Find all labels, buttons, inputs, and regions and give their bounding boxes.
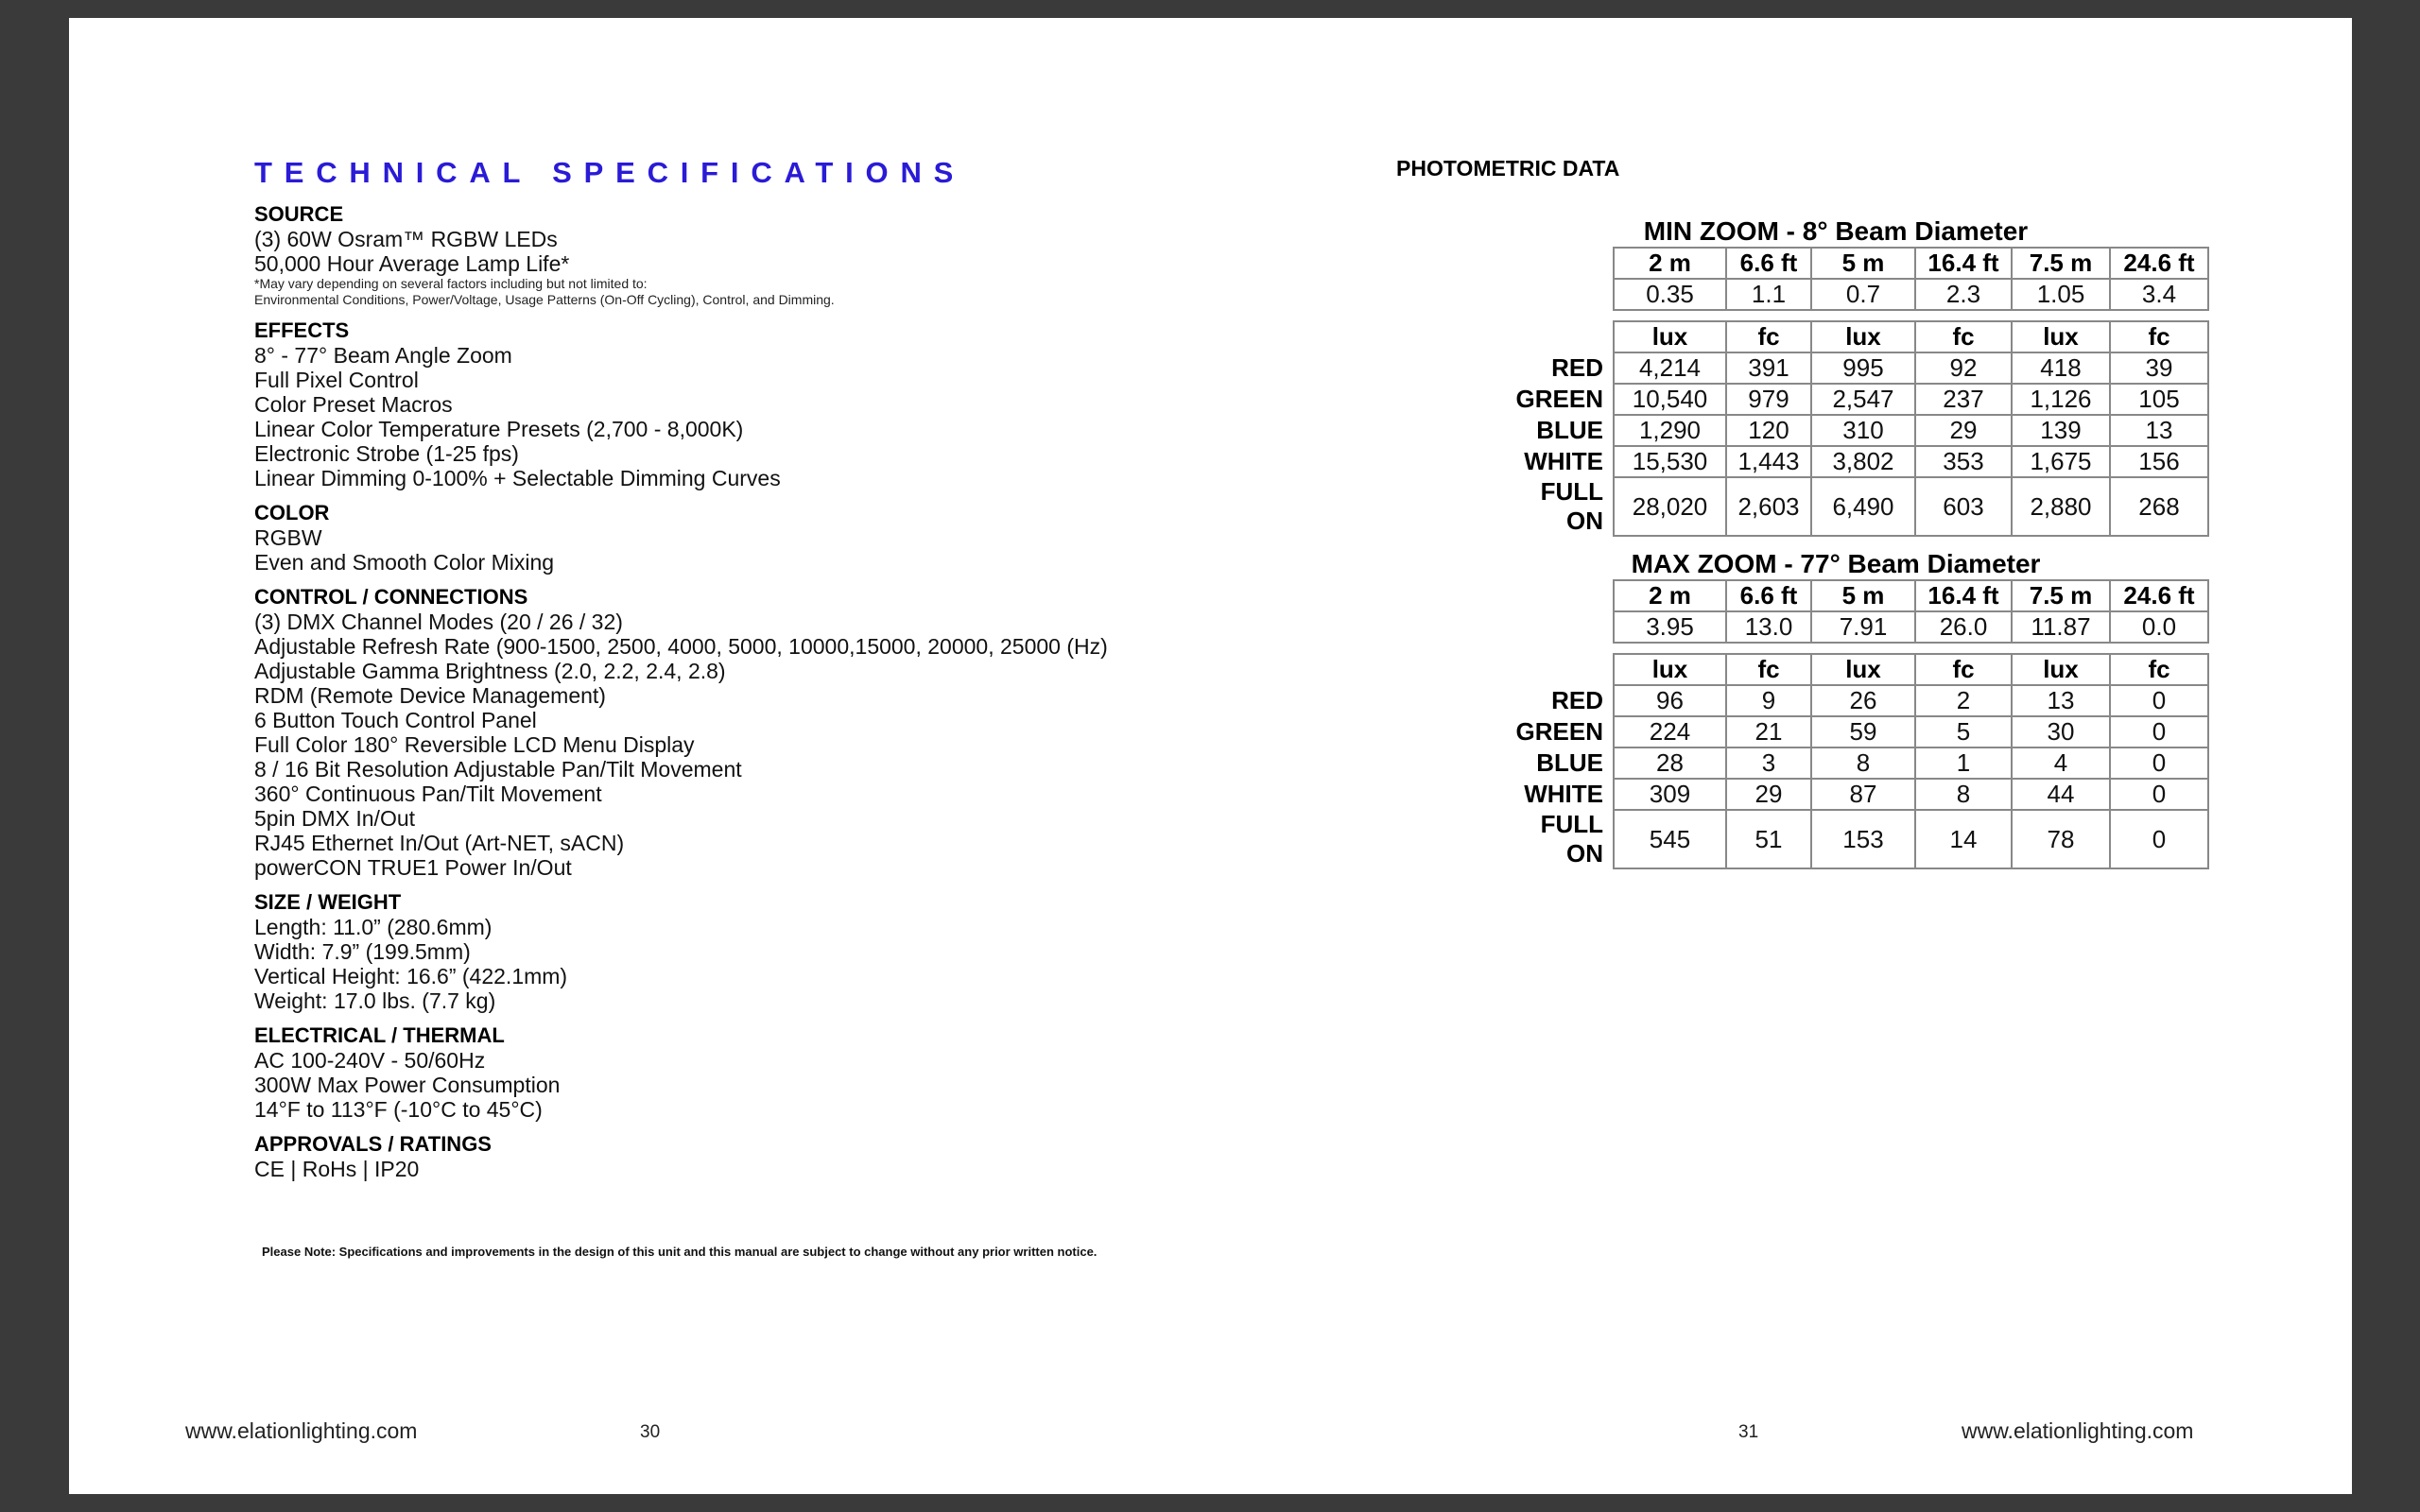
- value-cell: 5: [1915, 716, 2012, 747]
- spec-line: Color Preset Macros: [254, 392, 453, 417]
- unit-cell: lux: [2012, 654, 2110, 685]
- value-cell: 92: [1915, 352, 2012, 384]
- spec-line: (3) DMX Channel Modes (20 / 26 / 32): [254, 610, 623, 634]
- value-cell: 1,126: [2012, 384, 2110, 415]
- illuminance-table: [1501, 320, 2209, 537]
- row-label-spacer: [1501, 321, 1614, 352]
- photometric-heading: PHOTOMETRIC DATA: [1396, 156, 1620, 180]
- value-cell: 21: [1726, 716, 1811, 747]
- diameter-cell: 1.1: [1726, 279, 1811, 310]
- diameter-row: [1614, 279, 2208, 310]
- diameter-cell: 7.91: [1811, 611, 1915, 643]
- value-cell: 13: [2110, 415, 2208, 446]
- beam-diameter-table: [1613, 247, 2209, 311]
- value-cell: 59: [1811, 716, 1915, 747]
- unit-header-row: [1501, 654, 2208, 685]
- spec-section: [254, 1023, 1389, 1122]
- spec-line: Adjustable Gamma Brightness (2.0, 2.2, 2.4, 2.8): [254, 659, 726, 683]
- max-zoom-block: [1501, 549, 2210, 869]
- spec-sections: [254, 202, 1389, 1181]
- value-cell: 237: [1915, 384, 2012, 415]
- value-cell: 391: [1726, 352, 1811, 384]
- value-cell: 1: [1915, 747, 2012, 779]
- value-cell: 0: [2110, 685, 2208, 716]
- table-row: [1501, 779, 2208, 810]
- spec-line: powerCON TRUE1 Power In/Out: [254, 855, 572, 880]
- unit-cell: lux: [1614, 321, 1726, 352]
- spec-line: Even and Smooth Color Mixing: [254, 550, 555, 575]
- row-label-spacer: [1501, 654, 1614, 685]
- table-row: [1501, 415, 2208, 446]
- section-heading: CONTROL / CONNECTIONS: [254, 585, 528, 609]
- value-cell: 1,290: [1614, 415, 1726, 446]
- spec-line: Adjustable Refresh Rate (900-1500, 2500, 4000, 5000, 10000,15000, 20000, 25000 (Hz): [254, 634, 1108, 659]
- color-row-label: RED: [1551, 686, 1603, 714]
- spec-section: [254, 1132, 1389, 1181]
- spec-section: [254, 501, 1389, 575]
- value-cell: 29: [1915, 415, 2012, 446]
- spec-line: CE | RoHs | IP20: [254, 1157, 420, 1181]
- spec-line: RGBW: [254, 525, 322, 550]
- table-row: [1501, 477, 2208, 536]
- value-cell: 995: [1811, 352, 1915, 384]
- distance-cell: 2 m: [1614, 248, 1726, 279]
- value-cell: 0: [2110, 810, 2208, 868]
- value-cell: 8: [1915, 779, 2012, 810]
- color-row-label: RED: [1551, 353, 1603, 382]
- value-cell: 78: [2012, 810, 2110, 868]
- distance-header-row: [1614, 248, 2208, 279]
- section-heading: COLOR: [254, 501, 330, 524]
- distance-cell: 16.4 ft: [1915, 580, 2012, 611]
- table-row: [1501, 716, 2208, 747]
- diameter-cell: 0.7: [1811, 279, 1915, 310]
- color-row-label: BLUE: [1536, 748, 1603, 777]
- value-cell: 979: [1726, 384, 1811, 415]
- color-row-label: WHITE: [1524, 447, 1603, 475]
- spec-line: (3) 60W Osram™ RGBW LEDs: [254, 227, 558, 251]
- diameter-row: [1614, 611, 2208, 643]
- illuminance-table: [1501, 653, 2209, 869]
- unit-header-row: [1501, 321, 2208, 352]
- distance-cell: 5 m: [1811, 580, 1915, 611]
- table-row: [1501, 446, 2208, 477]
- spec-line: 8° - 77° Beam Angle Zoom: [254, 343, 512, 368]
- distance-cell: 24.6 ft: [2110, 248, 2208, 279]
- table-row: [1501, 384, 2208, 415]
- distance-cell: 6.6 ft: [1726, 248, 1811, 279]
- diameter-cell: 11.87: [2012, 611, 2110, 643]
- value-cell: 156: [2110, 446, 2208, 477]
- spec-line: 8 / 16 Bit Resolution Adjustable Pan/Tilt Movement: [254, 757, 742, 782]
- section-heading: SOURCE: [254, 202, 344, 226]
- unit-cell: lux: [1811, 321, 1915, 352]
- spec-section: [254, 202, 1389, 308]
- diameter-cell: 26.0: [1915, 611, 2012, 643]
- value-cell: 39: [2110, 352, 2208, 384]
- value-cell: 1,443: [1726, 446, 1811, 477]
- technical-specifications: [254, 155, 1389, 1192]
- document-spread: [69, 18, 2352, 1494]
- value-cell: 4: [2012, 747, 2110, 779]
- value-cell: 96: [1614, 685, 1726, 716]
- diameter-cell: 0.35: [1614, 279, 1726, 310]
- spec-line: Electronic Strobe (1-25 fps): [254, 441, 519, 466]
- zoom-table-title: MAX ZOOM - 77° Beam Diameter: [1631, 549, 2041, 578]
- distance-cell: 6.6 ft: [1726, 580, 1811, 611]
- spec-footnote: *May vary depending on several factors including but not limited to:: [254, 276, 648, 291]
- diameter-cell: 1.05: [2012, 279, 2110, 310]
- value-cell: 8: [1811, 747, 1915, 779]
- disclaimer-note: Please Note: Specifications and improvements in the design of this unit and this manual are subject to change without any prior written notice.: [262, 1245, 1098, 1259]
- table-row: [1501, 352, 2208, 384]
- value-cell: 28: [1614, 747, 1726, 779]
- color-row-label: WHITE: [1524, 780, 1603, 808]
- spec-section: [254, 585, 1389, 880]
- spec-line: AC 100-240V - 50/60Hz: [254, 1048, 486, 1073]
- distance-cell: 16.4 ft: [1915, 248, 2012, 279]
- color-row-label: BLUE: [1536, 416, 1603, 444]
- value-cell: 10,540: [1614, 384, 1726, 415]
- spec-line: 6 Button Touch Control Panel: [254, 708, 537, 732]
- spec-section: [254, 890, 1389, 1013]
- table-row: [1501, 747, 2208, 779]
- value-cell: 30: [2012, 716, 2110, 747]
- value-cell: 224: [1614, 716, 1726, 747]
- color-row-label: FULL ON: [1540, 810, 1603, 868]
- distance-cell: 7.5 m: [2012, 580, 2110, 611]
- value-cell: 14: [1915, 810, 2012, 868]
- value-cell: 0: [2110, 716, 2208, 747]
- distance-cell: 24.6 ft: [2110, 580, 2208, 611]
- value-cell: 15,530: [1614, 446, 1726, 477]
- color-row-label: GREEN: [1515, 385, 1603, 413]
- value-cell: 120: [1726, 415, 1811, 446]
- diameter-cell: 13.0: [1726, 611, 1811, 643]
- value-cell: 418: [2012, 352, 2110, 384]
- section-heading: APPROVALS / RATINGS: [254, 1132, 492, 1156]
- page-number-right: 31: [1738, 1422, 1759, 1442]
- value-cell: 309: [1614, 779, 1726, 810]
- diameter-cell: 2.3: [1915, 279, 2012, 310]
- spec-section: [254, 318, 1389, 490]
- unit-cell: lux: [2012, 321, 2110, 352]
- value-cell: 4,214: [1614, 352, 1726, 384]
- value-cell: 6,490: [1811, 477, 1915, 536]
- value-cell: 29: [1726, 779, 1811, 810]
- spec-line: Full Color 180° Reversible LCD Menu Display: [254, 732, 695, 757]
- footer-url-right[interactable]: www.elationlighting.com: [1962, 1418, 2194, 1443]
- unit-cell: fc: [1726, 654, 1811, 685]
- table-row: [1501, 685, 2208, 716]
- value-cell: 139: [2012, 415, 2110, 446]
- spec-line: Linear Color Temperature Presets (2,700 - 8,000K): [254, 417, 744, 441]
- value-cell: 51: [1726, 810, 1811, 868]
- spec-line: 14°F to 113°F (-10°C to 45°C): [254, 1097, 543, 1122]
- value-cell: 2,547: [1811, 384, 1915, 415]
- unit-cell: fc: [2110, 321, 2208, 352]
- value-cell: 105: [2110, 384, 2208, 415]
- value-cell: 3: [1726, 747, 1811, 779]
- table-row: [1501, 810, 2208, 868]
- min-zoom-block: [1501, 216, 2210, 537]
- zoom-table-title: MIN ZOOM - 8° Beam Diameter: [1643, 216, 2029, 246]
- unit-cell: fc: [1726, 321, 1811, 352]
- spec-line: 360° Continuous Pan/Tilt Movement: [254, 782, 602, 806]
- value-cell: 1,675: [2012, 446, 2110, 477]
- color-row-label: FULL ON: [1540, 477, 1603, 535]
- spec-line: RJ45 Ethernet In/Out (Art-NET, sACN): [254, 831, 625, 855]
- value-cell: 3,802: [1811, 446, 1915, 477]
- page-number-left: 30: [640, 1422, 661, 1442]
- value-cell: 28,020: [1614, 477, 1726, 536]
- distance-header-row: [1614, 580, 2208, 611]
- section-heading: SIZE / WEIGHT: [254, 890, 402, 914]
- distance-cell: 5 m: [1811, 248, 1915, 279]
- spec-line: Linear Dimming 0-100% + Selectable Dimming Curves: [254, 466, 781, 490]
- spec-footnote: Environmental Conditions, Power/Voltage, Usage Patterns (On-Off Cycling), Control, and Dimming.: [254, 292, 835, 307]
- unit-cell: fc: [1915, 321, 2012, 352]
- spec-line: 5pin DMX In/Out: [254, 806, 416, 831]
- diameter-cell: 0.0: [2110, 611, 2208, 643]
- section-heading: EFFECTS: [254, 318, 350, 342]
- footer-url-left[interactable]: www.elationlighting.com: [185, 1418, 418, 1443]
- unit-cell: lux: [1614, 654, 1726, 685]
- diameter-cell: 3.95: [1614, 611, 1726, 643]
- beam-diameter-table: [1613, 579, 2209, 644]
- value-cell: 87: [1811, 779, 1915, 810]
- spec-line: Vertical Height: 16.6” (422.1mm): [254, 964, 568, 988]
- diameter-cell: 3.4: [2110, 279, 2208, 310]
- unit-cell: fc: [1915, 654, 2012, 685]
- page-title: TECHNICAL SPECIFICATIONS: [254, 156, 966, 189]
- section-heading: ELECTRICAL / THERMAL: [254, 1023, 505, 1047]
- spec-line: Width: 7.9” (199.5mm): [254, 939, 471, 964]
- color-row-label: GREEN: [1515, 717, 1603, 746]
- value-cell: 13: [2012, 685, 2110, 716]
- value-cell: 310: [1811, 415, 1915, 446]
- spec-line: Weight: 17.0 lbs. (7.7 kg): [254, 988, 496, 1013]
- value-cell: 603: [1915, 477, 2012, 536]
- spec-line: Full Pixel Control: [254, 368, 419, 392]
- value-cell: 268: [2110, 477, 2208, 536]
- unit-cell: fc: [2110, 654, 2208, 685]
- spec-line: RDM (Remote Device Management): [254, 683, 606, 708]
- value-cell: 9: [1726, 685, 1811, 716]
- spec-line: Length: 11.0” (280.6mm): [254, 915, 493, 939]
- value-cell: 2,603: [1726, 477, 1811, 536]
- value-cell: 26: [1811, 685, 1915, 716]
- distance-cell: 2 m: [1614, 580, 1726, 611]
- value-cell: 545: [1614, 810, 1726, 868]
- value-cell: 0: [2110, 779, 2208, 810]
- value-cell: 353: [1915, 446, 2012, 477]
- distance-cell: 7.5 m: [2012, 248, 2110, 279]
- value-cell: 153: [1811, 810, 1915, 868]
- value-cell: 2: [1915, 685, 2012, 716]
- value-cell: 2,880: [2012, 477, 2110, 536]
- spec-line: 300W Max Power Consumption: [254, 1073, 561, 1097]
- value-cell: 0: [2110, 747, 2208, 779]
- value-cell: 44: [2012, 779, 2110, 810]
- spec-line: 50,000 Hour Average Lamp Life*: [254, 251, 570, 276]
- unit-cell: lux: [1811, 654, 1915, 685]
